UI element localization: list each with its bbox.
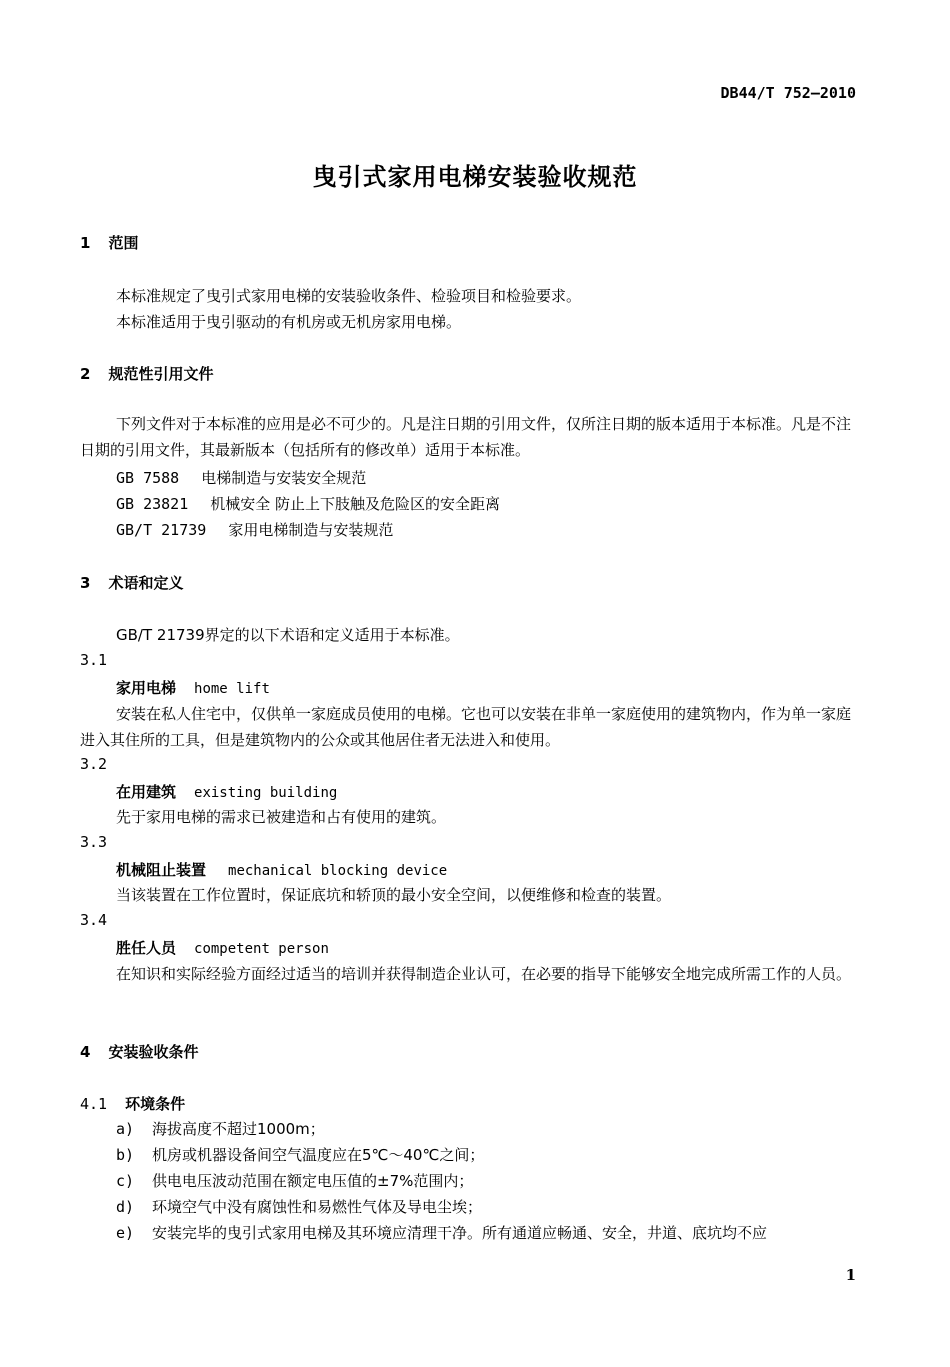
term-zh: 家用电梯 <box>116 679 177 697</box>
list-label: d) <box>116 1198 135 1216</box>
term-zh: 在用建筑 <box>116 783 177 801</box>
list-item <box>116 1144 484 1165</box>
section-1-heading <box>80 232 138 253</box>
subsection-number: 4.1 <box>80 1095 108 1113</box>
list-label: a) <box>116 1120 135 1138</box>
section-4-heading <box>80 1041 198 1062</box>
section-number: 4 <box>80 1043 91 1061</box>
term-number: 3.2 <box>80 755 108 773</box>
term-name <box>116 781 337 802</box>
term-definition: 安装在私人住宅中，仅供单一家庭成员使用的电梯。它也可以安装在非单一家庭使用的建筑物内，作为单一家庭进入其住所的工具，但是建筑物内的公众或其他居住者无法进入和使用。 <box>80 705 852 749</box>
paragraph: 下列文件对于本标准的应用是必不可少的。凡是注日期的引用文件，仅所注日期的版本适用于本标准。凡是不注日期的引用文件，其最新版本（包括所有的修改单）适用于本标准。 <box>80 415 852 459</box>
list-item <box>116 1196 482 1217</box>
term-zh: 机械阻止装置 <box>116 861 207 879</box>
list-label: e) <box>116 1224 135 1242</box>
section-title: 术语和定义 <box>108 574 184 592</box>
list-item <box>116 1222 767 1243</box>
list-label: b) <box>116 1146 135 1164</box>
reference-title: 机械安全 防止上下肢触及危险区的安全距离 <box>210 495 501 513</box>
document-title: 曳引式家用电梯安装验收规范 <box>312 163 638 191</box>
subsection-heading <box>80 1093 185 1114</box>
list-text: 海拔高度不超过1000m； <box>152 1120 325 1138</box>
reference-code: GB/T 21739 <box>116 521 207 539</box>
reference-title: 家用电梯制造与安装规范 <box>228 521 394 539</box>
term-en: competent person <box>194 941 329 957</box>
list-item <box>116 1118 325 1139</box>
term-name <box>116 677 270 698</box>
reference-item <box>116 467 366 488</box>
reference-code: GB 7588 <box>116 469 180 487</box>
subsection-title: 环境条件 <box>125 1095 186 1113</box>
section-title: 安装验收条件 <box>108 1043 199 1061</box>
list-text: 机房或机器设备间空气温度应在5℃～40℃之间； <box>152 1146 485 1164</box>
term-en: existing building <box>194 785 338 801</box>
section-3-heading <box>80 572 183 593</box>
term-en: home lift <box>194 681 270 697</box>
paragraph: GB/T 21739界定的以下术语和定义适用于本标准。 <box>116 626 460 644</box>
list-text: 供电电压波动范围在额定电压值的±7%范围内； <box>152 1172 474 1190</box>
paragraph: 本标准规定了曳引式家用电梯的安装验收条件、检验项目和检验要求。 <box>116 287 582 305</box>
section-2-heading <box>80 363 213 384</box>
term-name <box>116 859 447 880</box>
paragraph: 本标准适用于曳引驱动的有机房或无机房家用电梯。 <box>116 313 462 331</box>
section-number: 2 <box>80 365 91 383</box>
reference-item <box>116 493 500 514</box>
term-zh: 胜任人员 <box>116 939 177 957</box>
term-number: 3.3 <box>80 833 108 851</box>
term-number: 3.4 <box>80 911 108 929</box>
term-number: 3.1 <box>80 651 108 669</box>
list-label: c) <box>116 1172 135 1190</box>
reference-title: 电梯制造与安装安全规范 <box>201 469 367 487</box>
reference-item <box>116 519 393 540</box>
section-title: 范围 <box>108 234 139 252</box>
term-en: mechanical blocking device <box>228 863 448 879</box>
list-text: 安装完毕的曳引式家用电梯及其环境应清理干净。所有通道应畅通、安全，井道、底坑均不应 <box>152 1224 768 1242</box>
reference-code: GB 23821 <box>116 495 189 513</box>
list-item <box>116 1170 473 1191</box>
standard-number: DB44/T 752—2010 <box>720 84 856 102</box>
term-definition: 当该装置在工作位置时，保证底坑和轿顶的最小安全空间，以便维修和检查的装置。 <box>116 886 672 904</box>
section-number: 1 <box>80 234 91 252</box>
section-title: 规范性引用文件 <box>108 365 214 383</box>
term-definition: 先于家用电梯的需求已被建造和占有使用的建筑。 <box>116 808 447 826</box>
term-name <box>116 937 329 958</box>
section-number: 3 <box>80 574 91 592</box>
list-text: 环境空气中没有腐蚀性和易燃性气体及导电尘埃； <box>152 1198 483 1216</box>
page-number: 1 <box>845 1266 856 1284</box>
term-definition: 在知识和实际经验方面经过适当的培训并获得制造企业认可，在必要的指导下能够安全地完成所需工作的人员。 <box>116 965 852 983</box>
